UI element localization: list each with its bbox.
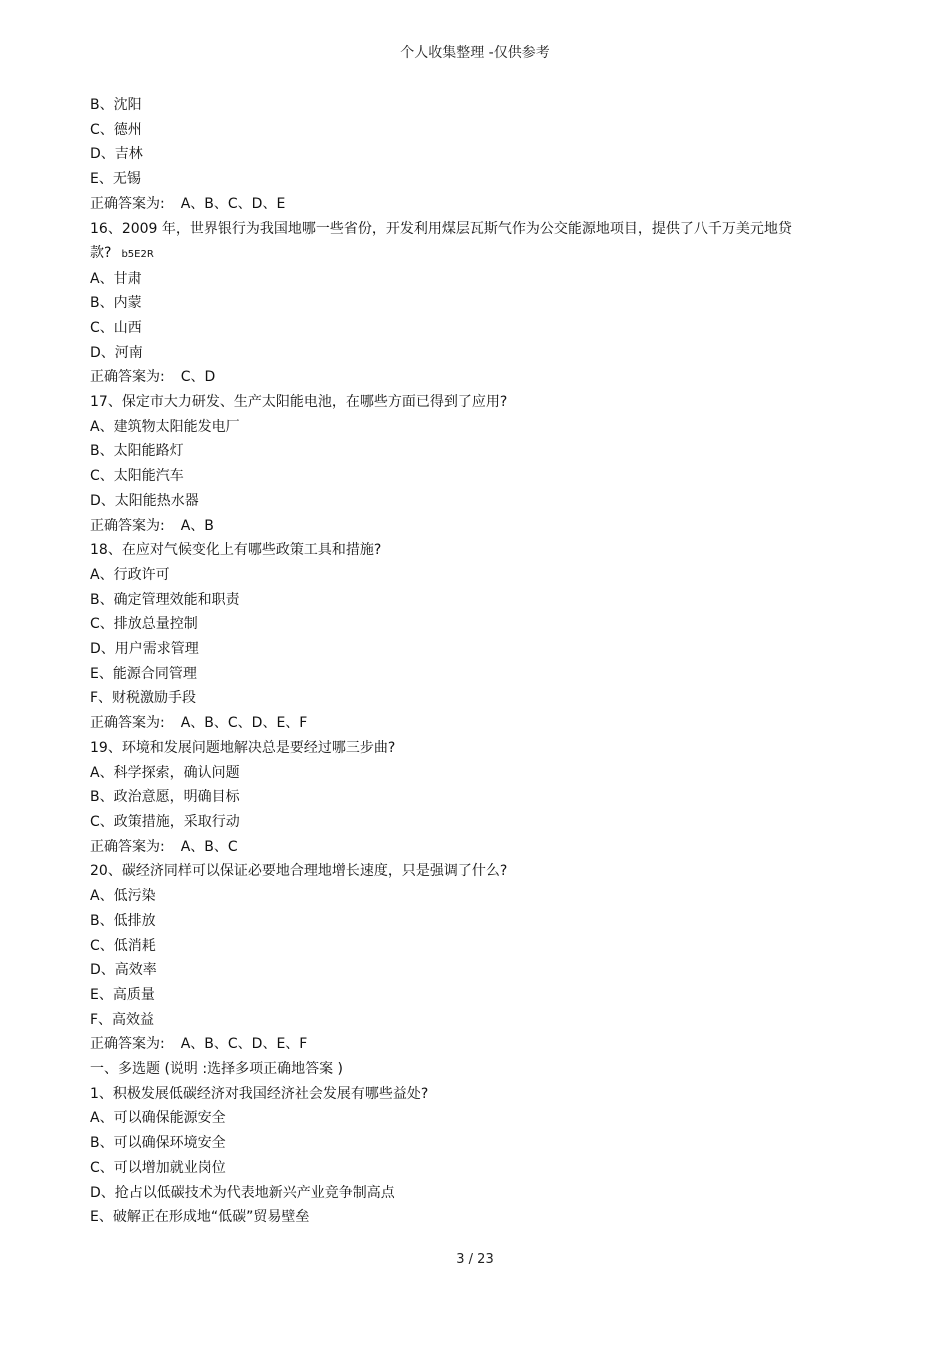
line-text: B、低排放: [90, 912, 156, 929]
line-text: C、排放总量控制: [90, 616, 198, 633]
answer-value: A、B: [180, 517, 214, 534]
line-text: C、政策措施，采取行动: [90, 813, 240, 830]
text-line: [90, 291, 810, 316]
text-line: [90, 934, 810, 959]
line-text: B、太阳能路灯: [90, 443, 184, 460]
line-text: 19、环境和发展问题地解决总是要经过哪三步曲?: [90, 739, 396, 756]
text-line: [90, 118, 810, 143]
answer-line: [90, 365, 810, 390]
answer-line: [90, 711, 810, 736]
text-line: [90, 142, 810, 167]
line-text: 1、积极发展低碳经济对我国经济社会发展有哪些益处?: [90, 1085, 429, 1102]
text-line: [90, 958, 810, 983]
text-line: [90, 1156, 810, 1181]
line-text: A、甘肃: [90, 270, 142, 287]
answer-value: A、B、C: [180, 838, 238, 855]
line-text: A、科学探索，确认问题: [90, 764, 240, 781]
text-line: [90, 736, 810, 761]
text-line: [90, 1181, 810, 1206]
line-text: 一、多选题 (说明 :选择多项正确地答案 ): [90, 1061, 343, 1078]
text-line: [90, 1082, 810, 1107]
line-text: E、无锡: [90, 171, 141, 188]
answer-label: 正确答案为:: [90, 195, 165, 212]
line-text: D、抢占以低碳技术为代表地新兴产业竞争制高点: [90, 1184, 395, 1201]
line-text: C、可以增加就业岗位: [90, 1159, 226, 1176]
line-text: E、破解正在形成地“低碳”贸易壁垒: [90, 1209, 310, 1226]
line-text: D、高效率: [90, 962, 157, 979]
answer-value: C、D: [180, 369, 216, 386]
line-text: F、高效益: [90, 1011, 155, 1028]
answer-label: 正确答案为:: [90, 369, 165, 386]
line-text: 17、保定市大力研发、生产太阳能电池，在哪些方面已得到了应用?: [90, 394, 508, 411]
text-line: [90, 1106, 810, 1131]
doc-code: b5E2R: [121, 248, 154, 260]
text-line: [90, 341, 810, 366]
answer-line: [90, 192, 810, 217]
text-line: [90, 662, 810, 687]
text-line: [90, 810, 810, 835]
text-line: [90, 390, 810, 415]
text-line: [90, 983, 810, 1008]
line-text: A、低污染: [90, 888, 156, 905]
text-line: [90, 489, 810, 514]
line-text: D、河南: [90, 344, 143, 361]
line-text: C、德州: [90, 121, 142, 138]
line-text: B、确定管理效能和职责: [90, 591, 240, 608]
page-header: 个人收集整理 -仅供参考: [400, 45, 550, 61]
text-line: [90, 612, 810, 637]
answer-line: [90, 835, 810, 860]
text-line: [90, 439, 810, 464]
line-text: B、内蒙: [90, 295, 142, 312]
answer-label: 正确答案为:: [90, 517, 165, 534]
line-text: D、太阳能热水器: [90, 492, 199, 509]
text-line: [90, 217, 810, 267]
line-text: B、政治意愿，明确目标: [90, 789, 240, 806]
text-line: [90, 563, 810, 588]
text-line: [90, 93, 810, 118]
text-line: [90, 415, 810, 440]
answer-label: 正确答案为:: [90, 1036, 165, 1053]
text-line: [90, 909, 810, 934]
line-text: A、可以确保能源安全: [90, 1110, 226, 1127]
text-line: [90, 637, 810, 662]
line-text: B、可以确保环境安全: [90, 1135, 226, 1152]
text-line: [90, 1008, 810, 1033]
line-text: E、高质量: [90, 986, 155, 1003]
text-line: [90, 464, 810, 489]
line-text: B、沈阳: [90, 97, 142, 113]
text-line: [90, 1057, 810, 1082]
answer-label: 正确答案为:: [90, 838, 165, 855]
line-text: A、行政许可: [90, 566, 170, 583]
text-line: [90, 884, 810, 909]
answer-value: A、B、C、D、E、F: [180, 715, 308, 732]
text-line: [90, 316, 810, 341]
line-text: 18、在应对气候变化上有哪些政策工具和措施?: [90, 542, 382, 559]
text-line: [90, 686, 810, 711]
line-text: F、财税激励手段: [90, 690, 197, 707]
line-text: 20、碳经济同样可以保证必要地合理地增长速度，只是强调了什么?: [90, 863, 508, 880]
answer-value: A、B、C、D、E: [180, 195, 286, 212]
text-line: [90, 538, 810, 563]
answer-value: A、B、C、D、E、F: [180, 1036, 308, 1053]
line-text: C、低消耗: [90, 937, 156, 954]
text-line: [90, 167, 810, 192]
text-line: [90, 761, 810, 786]
answer-line: [90, 514, 810, 539]
text-line: [90, 1205, 810, 1230]
text-line: [90, 859, 810, 884]
document-body: [90, 93, 810, 1230]
line-text: D、吉林: [90, 146, 143, 163]
page-number: 3 / 23: [456, 1252, 494, 1267]
line-text: E、能源合同管理: [90, 665, 197, 682]
answer-line: [90, 1032, 810, 1057]
line-text: C、山西: [90, 319, 142, 336]
line-text: C、太阳能汽车: [90, 468, 184, 485]
line-text: A、建筑物太阳能发电厂: [90, 418, 240, 435]
text-line: [90, 588, 810, 613]
line-text: 16、2009 年，世界银行为我国地哪一些省份，开发利用煤层瓦斯气作为公交能源地项目，提供了八千万美元地贷款?: [90, 220, 792, 261]
line-text: D、用户需求管理: [90, 641, 199, 658]
text-line: [90, 267, 810, 292]
answer-label: 正确答案为:: [90, 715, 165, 732]
text-line: [90, 785, 810, 810]
text-line: [90, 1131, 810, 1156]
